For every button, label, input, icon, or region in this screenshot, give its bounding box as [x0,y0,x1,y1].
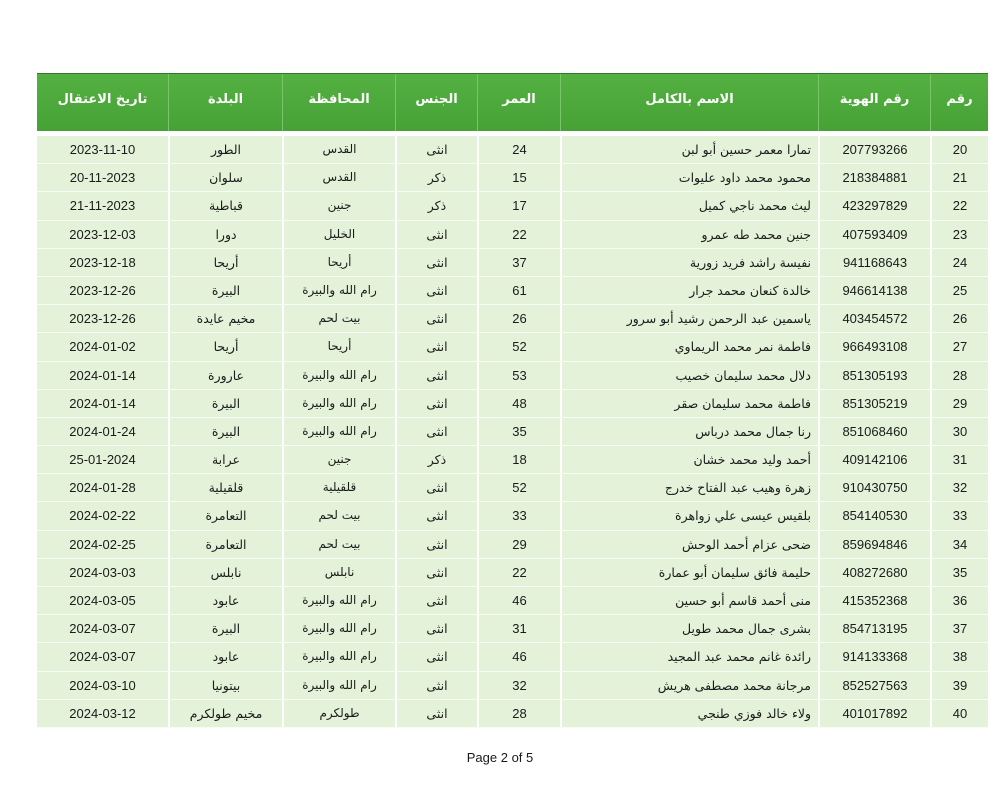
cell-name: محمود محمد داود عليوات [560,164,818,191]
cell-gender: ذكر [395,446,477,473]
cell-name: منى أحمد قاسم أبو حسين [560,587,818,614]
table-row [37,502,988,530]
cell-date: 2024-01-28 [69,480,136,496]
cell-id: 941168643 [818,249,930,276]
cell-age: 32 [477,672,560,699]
cell-date: 2024-02-25 [69,536,136,552]
table-row [37,643,988,671]
cell-num: 23 [930,221,988,248]
cell-gender: انثى [395,333,477,360]
cell-id: 854713195 [818,615,930,642]
cell-gender: انثى [395,531,477,558]
cell-age: 26 [477,305,560,332]
table-row [37,277,988,305]
cell-age: 46 [477,643,560,670]
table-row [37,136,988,164]
cell-id: 403454572 [818,305,930,332]
cell-id: 966493108 [818,333,930,360]
cell-town: التعامرة [168,531,282,558]
cell-governorate: الخليل [282,221,395,248]
table-row [37,362,988,390]
cell-town: البيرة [168,418,282,445]
cell-name: ياسمين عبد الرحمن رشيد أبو سرور [560,305,818,332]
cell-num: 20 [930,136,988,163]
cell-num: 25 [930,277,988,304]
cell-governorate: رام الله والبيرة [282,587,395,614]
cell-date: 21-11-2023 [69,198,136,214]
cell-num: 37 [930,615,988,642]
cell-name: بشرى جمال محمد طويل [560,615,818,642]
cell-date: 2024-03-03 [69,564,136,580]
header-gender: الجنس [395,74,477,131]
table-row [37,559,988,587]
cell-name: حليمة فائق سليمان أبو عمارة [560,559,818,586]
cell-date: 2024-01-14 [69,367,136,383]
cell-name: رنا جمال محمد درباس [560,418,818,445]
cell-id: 408272680 [818,559,930,586]
table-row [37,221,988,249]
cell-name: دلال محمد سليمان خصيب [560,362,818,389]
cell-id: 218384881 [818,164,930,191]
table-row [37,390,988,418]
cell-gender: انثى [395,587,477,614]
cell-name: مرجانة محمد مصطفى هريش [560,672,818,699]
cell-name: فاطمة محمد سليمان صقر [560,390,818,417]
cell-date: 2024-03-12 [69,705,136,721]
cell-governorate: رام الله والبيرة [282,418,395,445]
cell-governorate: أريحا [282,249,395,276]
cell-gender: انثى [395,672,477,699]
cell-num: 29 [930,390,988,417]
cell-age: 48 [477,390,560,417]
cell-num: 21 [930,164,988,191]
cell-age: 46 [477,587,560,614]
cell-age: 37 [477,249,560,276]
cell-gender: انثى [395,474,477,501]
cell-gender: ذكر [395,164,477,191]
cell-id: 946614138 [818,277,930,304]
header-num: رقم [930,74,988,131]
cell-town: عرابة [168,446,282,473]
table-row [37,531,988,559]
cell-governorate: القدس [282,136,395,163]
cell-governorate: رام الله والبيرة [282,277,395,304]
cell-gender: انثى [395,362,477,389]
cell-date: 2023-11-10 [69,142,136,157]
cell-age: 17 [477,192,560,219]
table-row [37,164,988,192]
cell-id: 207793266 [818,136,930,163]
cell-date: 2024-01-24 [69,423,136,439]
cell-name: رائدة غانم محمد عبد المجيد [560,643,818,670]
cell-id: 851305219 [818,390,930,417]
cell-name: بلقيس عيسى علي زواهرة [560,502,818,529]
cell-governorate: نابلس [282,559,395,586]
cell-num: 38 [930,643,988,670]
cell-date: 25-01-2024 [69,452,136,468]
cell-date: 2024-01-02 [69,339,136,355]
cell-age: 28 [477,700,560,727]
cell-gender: انثى [395,249,477,276]
cell-num: 34 [930,531,988,558]
cell-gender: ذكر [395,192,477,219]
cell-governorate: بيت لحم [282,531,395,558]
cell-town: مخيم طولكرم [168,700,282,727]
cell-governorate: جنين [282,446,395,473]
cell-governorate: بيت لحم [282,305,395,332]
cell-governorate: رام الله والبيرة [282,672,395,699]
cell-governorate: أريحا [282,333,395,360]
cell-name: زهرة وهيب عبد الفتاح خدرج [560,474,818,501]
cell-date: 2024-01-14 [69,395,136,411]
cell-gender: انثى [395,615,477,642]
cell-town: أريحا [168,249,282,276]
cell-governorate: رام الله والبيرة [282,615,395,642]
cell-town: بيتونيا [168,672,282,699]
cell-gender: انثى [395,502,477,529]
header-full-name: الاسم بالكامل [560,74,818,131]
cell-governorate: بيت لحم [282,502,395,529]
header-arrest-date: تاريخ الاعتقال [57,92,148,107]
table-row [37,418,988,446]
table-row [37,587,988,615]
table-row [37,446,988,474]
cell-num: 36 [930,587,988,614]
cell-num: 31 [930,446,988,473]
table-header [37,73,988,131]
cell-age: 53 [477,362,560,389]
table-row [37,474,988,502]
cell-town: البيرة [168,390,282,417]
cell-name: ولاء خالد فوزي طنجي [560,700,818,727]
cell-governorate: جنين [282,192,395,219]
cell-governorate: القدس [282,164,395,191]
cell-gender: انثى [395,700,477,727]
cell-town: سلوان [168,164,282,191]
cell-governorate: رام الله والبيرة [282,362,395,389]
table-row [37,192,988,220]
cell-governorate: رام الله والبيرة [282,390,395,417]
cell-age: 61 [477,277,560,304]
cell-num: 39 [930,672,988,699]
cell-name: ليث محمد ناجي كميل [560,192,818,219]
cell-id: 407593409 [818,221,930,248]
cell-town: التعامرة [168,502,282,529]
cell-town: نابلس [168,559,282,586]
cell-num: 32 [930,474,988,501]
cell-town: أريحا [168,333,282,360]
cell-age: 22 [477,559,560,586]
cell-town: قلقيلية [168,474,282,501]
cell-num: 28 [930,362,988,389]
cell-gender: انثى [395,643,477,670]
cell-gender: انثى [395,305,477,332]
cell-num: 24 [930,249,988,276]
cell-id: 854140530 [818,502,930,529]
cell-id: 401017892 [818,700,930,727]
table-row [37,700,988,728]
cell-town: دورا [168,221,282,248]
header-age: العمر [477,74,560,131]
cell-town: عارورة [168,362,282,389]
cell-name: خالدة كنعان محمد جرار [560,277,818,304]
cell-governorate: طولكرم [282,700,395,727]
cell-num: 40 [930,700,988,727]
cell-num: 26 [930,305,988,332]
cell-date: 2023-12-26 [69,282,136,298]
cell-num: 30 [930,418,988,445]
cell-age: 22 [477,221,560,248]
cell-town: الطور [168,136,282,163]
cell-date: 2023-12-26 [69,311,136,327]
cell-age: 29 [477,531,560,558]
cell-date: 2024-03-10 [69,677,136,693]
cell-age: 31 [477,615,560,642]
header-town: البلدة [168,74,282,131]
cell-town: البيرة [168,615,282,642]
cell-id: 851068460 [818,418,930,445]
cell-id: 859694846 [818,531,930,558]
header-id-number: رقم الهوية [818,74,930,131]
page-number: Page 2 of 5 [466,750,534,765]
cell-date: 2024-03-05 [69,593,136,608]
cell-id: 910430750 [818,474,930,501]
cell-name: أحمد وليد محمد خشان [560,446,818,473]
cell-gender: انثى [395,221,477,248]
cell-date: 2023-12-18 [69,254,136,270]
cell-gender: انثى [395,418,477,445]
cell-town: مخيم عايدة [168,305,282,332]
cell-gender: انثى [395,136,477,163]
cell-gender: انثى [395,277,477,304]
table-row [37,249,988,277]
cell-town: قباطية [168,192,282,219]
cell-age: 33 [477,502,560,529]
table-body [37,136,988,728]
cell-governorate: قلقيلية [282,474,395,501]
cell-date: 2024-02-22 [69,508,136,524]
header-governorate: المحافظة [282,74,395,131]
cell-num: 22 [930,192,988,219]
cell-id: 852527563 [818,672,930,699]
cell-id: 415352368 [818,587,930,614]
cell-date: 2024-03-07 [69,649,136,665]
cell-date: 2024-03-07 [69,621,136,637]
cell-age: 18 [477,446,560,473]
cell-name: فاطمة نمر محمد الريماوي [560,333,818,360]
table-row [37,615,988,643]
cell-num: 35 [930,559,988,586]
cell-gender: انثى [395,390,477,417]
cell-age: 15 [477,164,560,191]
cell-date: 20-11-2023 [69,170,136,186]
cell-gender: انثى [395,559,477,586]
cell-age: 52 [477,474,560,501]
cell-id: 851305193 [818,362,930,389]
table-row [37,333,988,361]
cell-town: عابود [168,587,282,614]
cell-id: 409142106 [818,446,930,473]
cell-name: تمارا معمر حسين أبو لبن [560,136,818,163]
cell-name: ضحى عزام أحمد الوحش [560,531,818,558]
table-row [37,305,988,333]
cell-name: جنين محمد طه عمرو [560,221,818,248]
cell-age: 52 [477,333,560,360]
cell-age: 24 [477,136,560,163]
cell-id: 423297829 [818,192,930,219]
cell-date: 2023-12-03 [69,226,136,242]
cell-town: عابود [168,643,282,670]
cell-num: 27 [930,333,988,360]
cell-name: نفيسة راشد فريد زورية [560,249,818,276]
cell-governorate: رام الله والبيرة [282,643,395,670]
cell-age: 35 [477,418,560,445]
cell-town: البيرة [168,277,282,304]
table-row [37,672,988,700]
detainees-table [37,73,988,728]
cell-num: 33 [930,502,988,529]
cell-id: 914133368 [818,643,930,670]
